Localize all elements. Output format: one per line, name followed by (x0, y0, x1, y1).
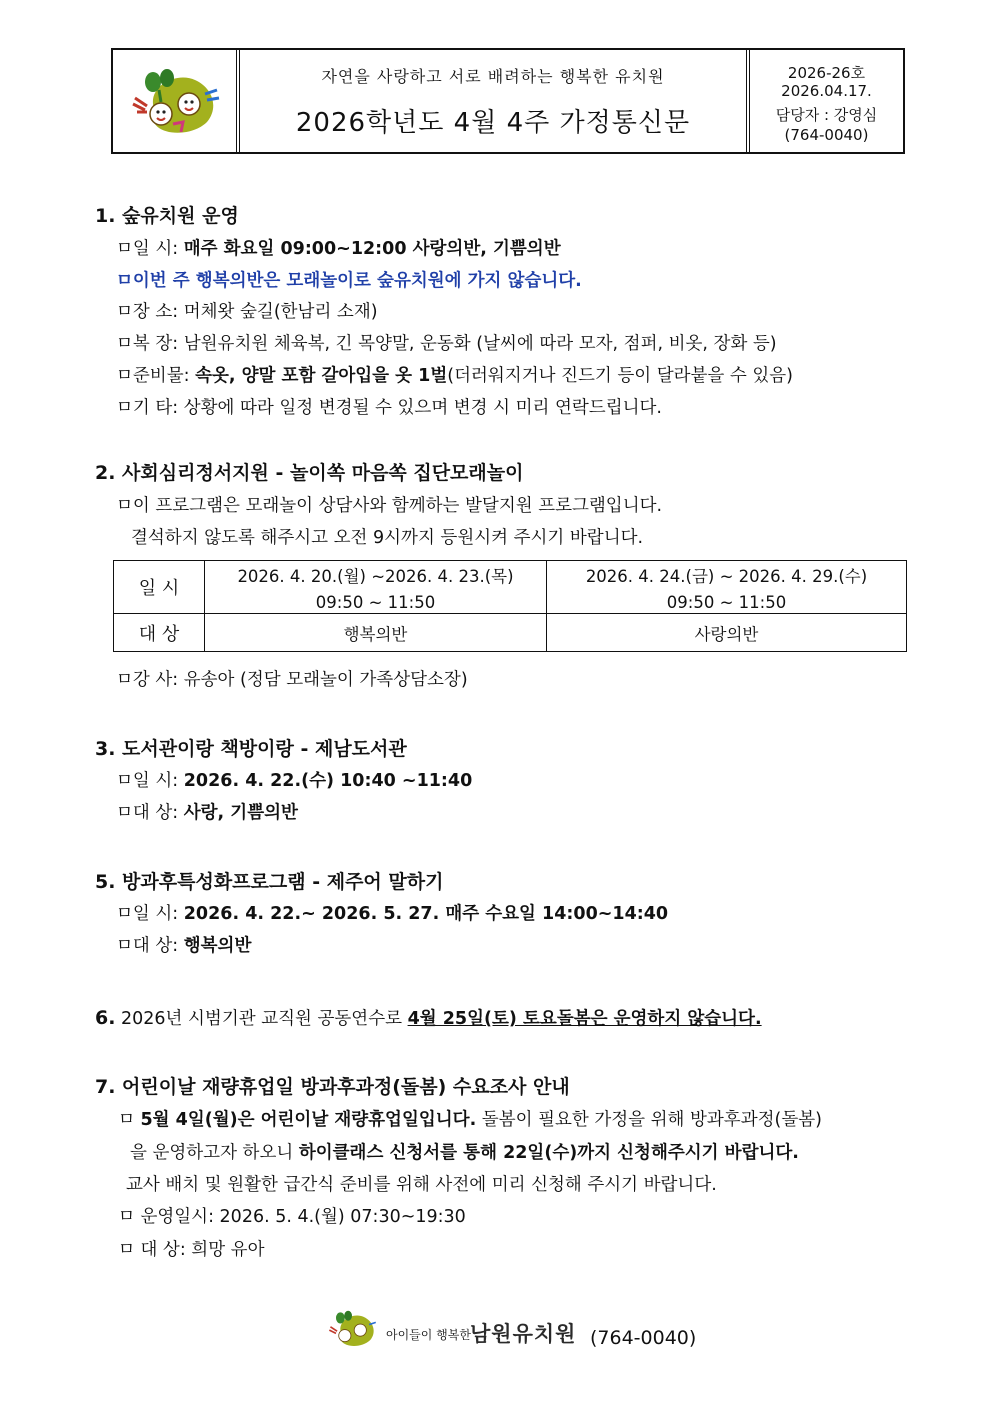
section-5-target: ㅁ대 상: 행복의반 (116, 936, 252, 956)
section-5-date: ㅁ일 시: 2026. 4. 22.~ 2026. 5. 27. 매주 수요일 14:00~14:40 (116, 904, 669, 924)
section-7-line-3: 교사 배치 및 원활한 급간식 준비를 위해 사전에 미리 신청해 주시기 바랍니다. (126, 1175, 717, 1195)
section-7-title: 7. 어린이날 재량휴업일 방과후과정(돌봄) 수요조사 안내 (95, 1076, 570, 1098)
manager: 담당자 : 강영심 (775, 106, 878, 124)
table-cell: 2026. 4. 20.(월) ~2026. 4. 23.(목) 09:50 ~ 11:50 (205, 561, 547, 614)
kindergarten-logo-icon (322, 1308, 382, 1350)
phone: (764-0040) (784, 126, 869, 144)
issue-date: 2026.04.17. (781, 82, 872, 100)
section-7-schedule: ㅁ 운영일시: 2026. 5. 4.(월) 07:30~19:30 (118, 1207, 466, 1227)
section-6-notice: 6. 2026년 시범기관 교직원 공동연수로 4월 25일(토) 토요돌봄은 운영하지 않습니다. (95, 1007, 762, 1029)
table-cell: 2026. 4. 24.(금) ~ 2026. 4. 29.(수) 09:50 ~ 11:50 (547, 561, 907, 614)
section-2-line-1: ㅁ이 프로그램은 모래놀이 상담사와 함께하는 발달지원 프로그램입니다. (116, 496, 663, 516)
header-logo-cell (113, 50, 237, 152)
section-1-clothing: ㅁ복 장: 남원유치원 체육복, 긴 목양말, 운동화 (날씨에 따라 모자, 점퍼, 비옷, 장화 등) (116, 334, 777, 354)
document-title: 2026학년도 4월 4주 가정통신문 (295, 108, 691, 138)
slogan: 자연을 사랑하고 서로 배려하는 행복한 유치원 (321, 67, 665, 86)
section-1-etc: ㅁ기 타: 상황에 따라 일정 변경될 수 있으며 변경 시 미리 연락드립니다. (116, 398, 662, 418)
table-cell: 사랑의반 (547, 614, 907, 652)
section-5-title: 5. 방과후특성화프로그램 - 제주어 말하기 (95, 871, 444, 893)
sand-play-schedule-table (113, 560, 907, 652)
section-3-title: 3. 도서관이랑 책방이랑 - 제남도서관 (95, 738, 407, 760)
kindergarten-logo-icon (123, 64, 225, 140)
section-7-line-2: 을 운영하고자 하오니 하이클래스 신청서를 통해 22일(수)까지 신청해주시기 바랍니다. (130, 1143, 799, 1163)
section-2-instructor: ㅁ강 사: 유송아 (정담 모래놀이 가족상담소장) (116, 670, 468, 690)
table-cell: 행복의반 (205, 614, 547, 652)
footer-phone: (764-0040) (590, 1327, 697, 1349)
header-box (111, 48, 905, 154)
table-header-cell: 일 시 (114, 561, 205, 614)
table-header-cell: 대 상 (114, 614, 205, 652)
section-1-place: ㅁ장 소: 머체왓 숲길(한남리 소재) (116, 302, 378, 322)
footer-logo (322, 1308, 582, 1354)
issue-number: 2026-26호 (787, 64, 866, 82)
header-title-cell (239, 50, 747, 152)
section-3-target: ㅁ대 상: 사랑, 기쁨의반 (116, 803, 298, 823)
table-row (114, 614, 907, 652)
header-meta-cell (749, 50, 903, 152)
section-7-target: ㅁ 대 상: 희망 유아 (118, 1240, 265, 1260)
section-1-title: 1. 숲유치원 운영 (95, 205, 239, 227)
section-1-notice: ㅁ이번 주 행복의반은 모래놀이로 숲유치원에 가지 않습니다. (116, 271, 582, 291)
footer-logo-slogan: 아이들이 행복한 (386, 1328, 471, 1342)
section-1-line-1: ㅁ일 시: 매주 화요일 09:00~12:00 사랑의반, 기쁨의반 (116, 239, 561, 259)
section-7-line-1: ㅁ 5월 4일(월)은 어린이날 재량휴업일입니다. 돌봄이 필요한 가정을 위해 방과후과정(돌봄) (118, 1110, 822, 1130)
section-3-date: ㅁ일 시: 2026. 4. 22.(수) 10:40 ~11:40 (116, 771, 473, 791)
section-2-line-2: 결석하지 않도록 해주시고 오전 9시까지 등원시켜 주시기 바랍니다. (131, 528, 644, 548)
section-2-title: 2. 사회심리정서지원 - 놀이쏙 마음쏙 집단모래놀이 (95, 462, 524, 484)
section-1-supplies: ㅁ준비물: 속옷, 양말 포함 갈아입을 옷 1벌(더러워지거나 진드기 등이 달라붙을 수 있음) (116, 366, 794, 386)
footer-logo-name: 남원유치원 (470, 1322, 577, 1346)
table-row (114, 561, 907, 614)
